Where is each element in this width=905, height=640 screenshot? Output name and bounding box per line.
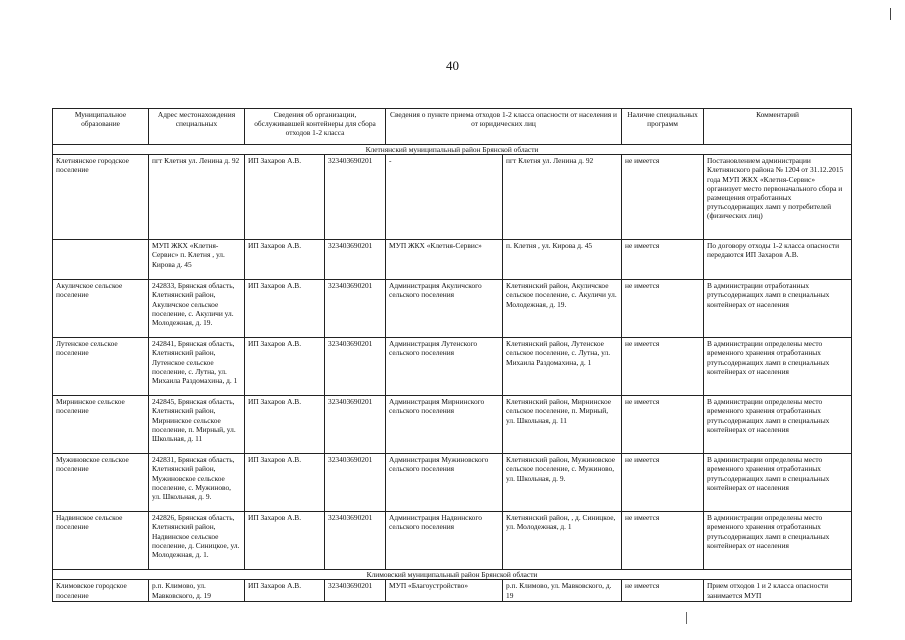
cell-point-name: Администрация Мужиновского сельского поселения xyxy=(386,454,503,512)
cell-municipality: Акуличское сельское поселение xyxy=(53,280,149,338)
cell-inn: 323403690201 xyxy=(325,280,386,338)
table-row xyxy=(53,155,852,240)
cell-address: 242845, Брянская область, Клетнянский район, Мирнинское сельское поселение, п. Мирный, ул. Школьная, д. 11 xyxy=(149,396,245,454)
cell-organization: ИП Захаров А.В. xyxy=(245,338,325,396)
header-programs: Наличие специальных программ xyxy=(622,109,704,145)
cell-comment: Постановлением администрации Клетнянского района № 1204 от 31.12.2015 года МУП ЖКХ «Клетня-Сервис» организует место первоначального сбора и размещения отработанных ртутьсодержащих ламп у потребителей (физических лиц) xyxy=(704,155,852,240)
header-organization: Сведения об организации, обслуживавшей контейнеры для сбора отходов 1-2 класса xyxy=(245,109,386,145)
cell-municipality xyxy=(53,240,149,280)
cell-organization: ИП Захаров А.В. xyxy=(245,240,325,280)
cell-point-address: Клетнянский район, , д. Синицкое, ул. Молодежная, д. 1 xyxy=(503,512,622,570)
cell-comment: В администрации определены место временного хранения отработанных ртутьсодержащих ламп в специальных контейнерах от населения xyxy=(704,512,852,570)
cell-programs: не имеется xyxy=(622,240,704,280)
cell-address: 242841, Брянская область, Клетнянский район, Лутенское сельское поселение, с. Лутна, ул. Михаила Раздомахина, д. 1 xyxy=(149,338,245,396)
table-header-row xyxy=(53,109,852,145)
cell-address: 242826, Брянская область, Клетнянский район, Надвинское сельское поселение, д. Синицкое, ул. Молодежная, д. 1. xyxy=(149,512,245,570)
cell-point-address: Клетнянский район, Лутенское сельское поселение, с. Лутна, ул. Михаила Раздомахина, д. 1 xyxy=(503,338,622,396)
cell-inn: 323403690201 xyxy=(325,512,386,570)
header-comments: Комментарий xyxy=(704,109,852,145)
cell-point-address: Клетнянский район, Мужиновское сельское поселение, с. Мужиново, ул. Школьная, д. 9. xyxy=(503,454,622,512)
cell-point-name: Администрация Акуличского сельского поселения xyxy=(386,280,503,338)
table-row xyxy=(53,396,852,454)
cell-point-address: Клетнянский район, Мирнинское сельское поселение, п. Мирный, ул. Школьная, д. 11 xyxy=(503,396,622,454)
cell-point-name: МУП «Благоустройство» xyxy=(386,580,503,601)
cell-inn: 323403690201 xyxy=(325,580,386,601)
cell-comment: Прием отходов 1 и 2 класса опасности занимается МУП xyxy=(704,580,852,601)
cell-municipality: Мужиновское сельское поселение xyxy=(53,454,149,512)
cell-programs: не имеется xyxy=(622,155,704,240)
cell-organization: ИП Захаров А.В. xyxy=(245,580,325,601)
cell-inn: 323403690201 xyxy=(325,454,386,512)
cell-address: р.п. Климово, ул. Мавковского, д. 19 xyxy=(149,580,245,601)
cell-address: 242833, Брянская область, Клетнянский район, Акуличское сельское поселение, с. Акуличи ул. Молодежная, д. 19. xyxy=(149,280,245,338)
cell-point-name: Администрация Мирнинского сельского поселения xyxy=(386,396,503,454)
region-row xyxy=(53,570,852,580)
header-collection-point: Сведения о пункте приема отходов 1-2 класса опасности от населения и от юридических лиц xyxy=(386,109,622,145)
cell-inn: 323403690201 xyxy=(325,240,386,280)
cell-point-address: р.п. Климово, ул. Мавковского, д. 19 xyxy=(503,580,622,601)
header-address: Адрес местонахождения специальных xyxy=(149,109,245,145)
cell-inn: 323403690201 xyxy=(325,338,386,396)
cell-programs: не имеется xyxy=(622,454,704,512)
table-row xyxy=(53,280,852,338)
cell-comment: В администрации определены место временного хранения отработанных ртутьсодержащих ламп в специальных контейнерах от населения xyxy=(704,454,852,512)
cell-municipality: Надвинское сельское поселение xyxy=(53,512,149,570)
table-row xyxy=(53,240,852,280)
cell-programs: не имеется xyxy=(622,280,704,338)
cell-organization: ИП Захаров А.В. xyxy=(245,454,325,512)
cell-address: пгт Клетня ул. Ленина д. 92 xyxy=(149,155,245,240)
region-title: Клетнянский муниципальный район Брянской области xyxy=(53,145,852,155)
cell-address: МУП ЖКХ «Клетня-Сервис» п. Клетня , ул. Кирова д. 45 xyxy=(149,240,245,280)
cell-organization: ИП Захаров А.В. xyxy=(245,396,325,454)
cell-comment: В администрации определены место временного хранения отработанных ртутьсодержащих ламп в специальных контейнерах от населения xyxy=(704,338,852,396)
edge-mark xyxy=(686,612,687,624)
region-title: Климовский муниципальный район Брянской области xyxy=(53,570,852,580)
table-row xyxy=(53,512,852,570)
header-municipality: Муниципальное образование xyxy=(53,109,149,145)
cell-municipality: Мирнинское сельское поселение xyxy=(53,396,149,454)
cell-comment: По договору отходы 1-2 класса опасности передаются ИП Захаров А.В. xyxy=(704,240,852,280)
cell-organization: ИП Захаров А.В. xyxy=(245,155,325,240)
cell-point-address: п. Клетня , ул. Кирова д. 45 xyxy=(503,240,622,280)
cell-inn: 323403690201 xyxy=(325,155,386,240)
cell-point-name: - xyxy=(386,155,503,240)
cell-point-name: МУП ЖКХ «Клетня-Сервис» xyxy=(386,240,503,280)
page-number: 40 xyxy=(446,58,459,73)
cell-programs: не имеется xyxy=(622,338,704,396)
table-row xyxy=(53,454,852,512)
cell-municipality: Лутенское сельское поселение xyxy=(53,338,149,396)
cell-organization: ИП Захаров А.В. xyxy=(245,280,325,338)
cell-comment: В администрации отработанных ртутьсодержащих ламп в специальных контейнерах от населения xyxy=(704,280,852,338)
cell-point-name: Администрация Надвинского сельского поселения xyxy=(386,512,503,570)
cell-point-address: Клетнянский район, Акуличское сельское поселение, с. Акуличи ул. Молодежная, д. 19. xyxy=(503,280,622,338)
cell-organization: ИП Захаров А.В. xyxy=(245,512,325,570)
cell-municipality: Клетнянское городское поселение xyxy=(53,155,149,240)
cell-programs: не имеется xyxy=(622,396,704,454)
table-row xyxy=(53,338,852,396)
cell-point-name: Администрация Лутенского сельского поселения xyxy=(386,338,503,396)
edge-mark xyxy=(890,8,891,20)
region-row xyxy=(53,145,852,155)
table-row xyxy=(53,580,852,601)
cell-municipality: Климовское городское поселение xyxy=(53,580,149,601)
cell-point-address: пгт Клетня ул. Ленина д. 92 xyxy=(503,155,622,240)
waste-collection-table xyxy=(52,108,852,602)
cell-programs: не имеется xyxy=(622,512,704,570)
cell-inn: 323403690201 xyxy=(325,396,386,454)
cell-comment: В администрации определены место временного хранения отработанных ртутьсодержащих ламп в специальных контейнерах от населения xyxy=(704,396,852,454)
cell-address: 242831, Брянская область, Клетнянский район, Мужиновское сельское поселение, с. Мужиново, ул. Школьная, д. 9. xyxy=(149,454,245,512)
cell-programs: не имеется xyxy=(622,580,704,601)
